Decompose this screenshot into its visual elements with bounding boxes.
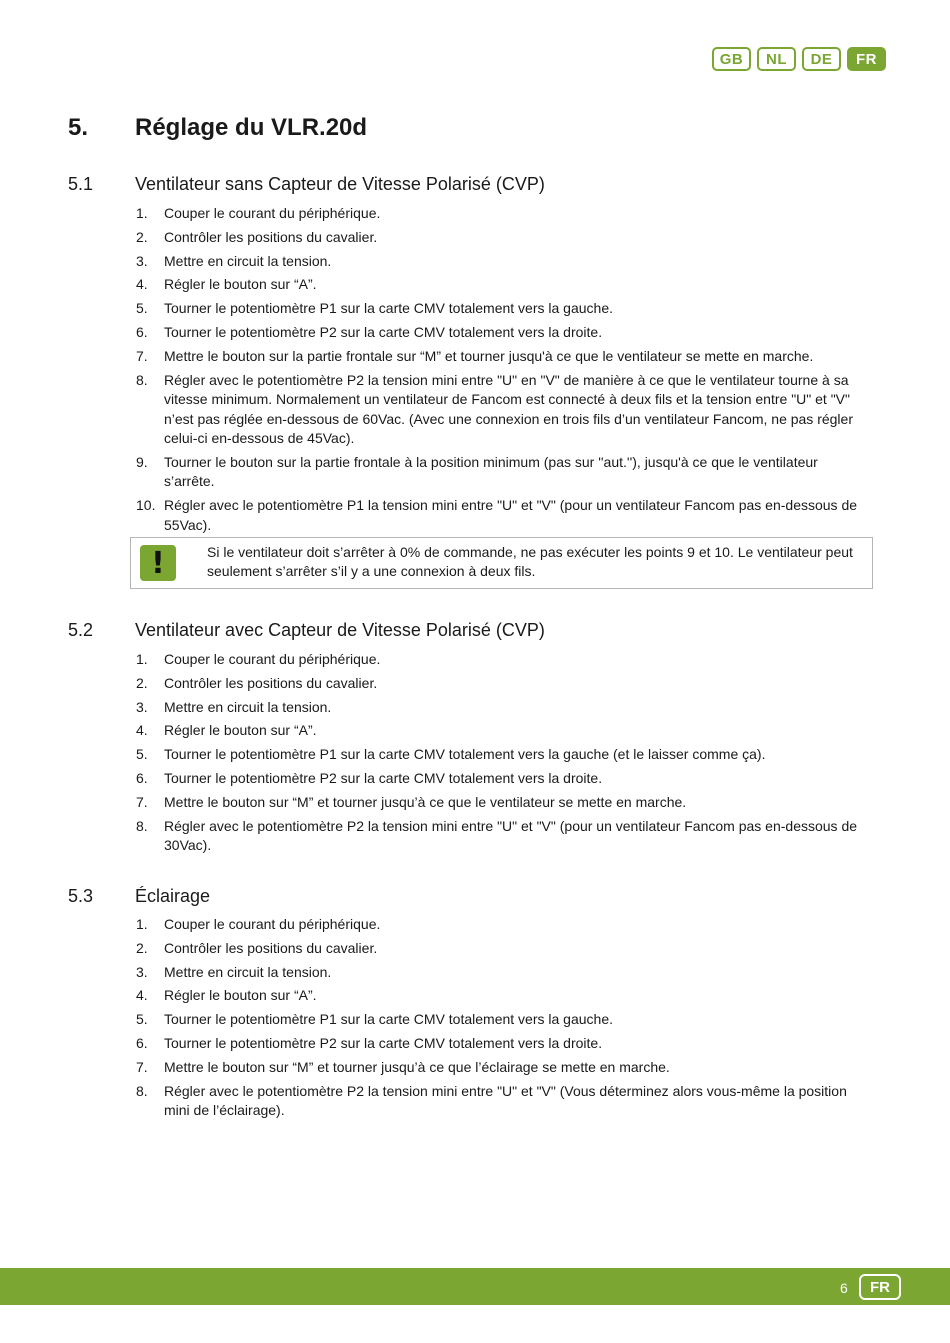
list-item: 2. Contrôler les positions du cavalier. xyxy=(136,228,378,245)
list-item: 2. Contrôler les positions du cavalier. xyxy=(136,674,378,691)
list-item: 3. Mettre en circuit la tension. xyxy=(136,698,332,715)
list-item: 1. Couper le courant du périphérique. xyxy=(136,651,381,667)
footer-lang-badge: FR xyxy=(859,1274,901,1300)
exclamation-icon: ! xyxy=(140,545,176,581)
lang-tab-nl[interactable]: NL xyxy=(757,47,796,71)
section-title: Ventilateur avec Capteur de Vitesse Polarisé (CVP) xyxy=(135,620,545,640)
step-list xyxy=(136,204,871,539)
language-selector xyxy=(712,47,886,71)
list-item: 4. Régler le bouton sur “A”. xyxy=(136,987,317,1004)
footer-bar xyxy=(0,1268,950,1305)
lang-tab-gb[interactable]: GB xyxy=(712,47,751,71)
list-item: 7. Mettre le bouton sur “M” et tourner jusqu’à ce que le ventilateur se mette en marche. xyxy=(136,793,687,810)
list-item: 4. Régler le bouton sur “A”. xyxy=(136,276,317,293)
section-number: 5.3 xyxy=(68,886,94,906)
list-item: 7. Mettre le bouton sur “M” et tourner jusqu’à ce que l’éclairage se mette en marche. xyxy=(136,1058,670,1075)
list-item: 2. Contrôler les positions du cavalier. xyxy=(136,939,378,956)
section-heading xyxy=(68,174,545,195)
chapter-title: Réglage du VLR.20d xyxy=(135,114,368,141)
warning-box xyxy=(130,537,873,589)
section-heading xyxy=(68,620,545,641)
list-item: 5. Tourner le potentiomètre P1 sur la carte CMV totalement vers la gauche. xyxy=(136,1011,613,1028)
list-item: 3. Mettre en circuit la tension. xyxy=(136,252,332,269)
chapter-number: 5. xyxy=(68,114,89,141)
section-title: Ventilateur sans Capteur de Vitesse Polarisé (CVP) xyxy=(135,174,545,194)
list-item: 4. Régler le bouton sur “A”. xyxy=(136,722,317,739)
list-item: 6. Tourner le potentiomètre P2 sur la carte CMV totalement vers la droite. xyxy=(136,769,603,786)
list-item: 1. Couper le courant du périphérique. xyxy=(136,205,381,221)
section-heading xyxy=(68,886,210,907)
step-list xyxy=(136,915,871,1125)
list-item: 10. Régler avec le potentiomètre P1 la tension mini entre "U" et "V" (pour un ventilateur Fancom pas en-dessous de 55Vac). xyxy=(136,497,858,533)
lang-tab-fr[interactable]: FR xyxy=(847,47,886,71)
list-item: 9. Tourner le bouton sur la partie frontale à la position minimum (pas sur ''aut.''), jusqu'à ce que le ventilateur s’arrête. xyxy=(136,453,818,490)
lang-tab-de[interactable]: DE xyxy=(802,47,841,71)
chapter-heading xyxy=(68,114,367,142)
section-number: 5.2 xyxy=(68,620,94,640)
section-number: 5.1 xyxy=(68,174,94,194)
list-item: 6. Tourner le potentiomètre P2 sur la carte CMV totalement vers la droite. xyxy=(136,323,603,340)
list-item: 1. Couper le courant du périphérique. xyxy=(136,916,381,932)
page-number: 6 xyxy=(840,1280,848,1296)
list-item: 6. Tourner le potentiomètre P2 sur la carte CMV totalement vers la droite. xyxy=(136,1034,603,1051)
list-item: 5. Tourner le potentiomètre P1 sur la carte CMV totalement vers la gauche. xyxy=(136,300,613,317)
list-item: 8. Régler avec le potentiomètre P2 la tension mini entre "U" et "V" (pour un ventilateur Fancom pas en-dessous de 30Vac). xyxy=(136,817,858,854)
list-item: 8. Régler avec le potentiomètre P2 la tension mini entre "U" en "V" de manière à ce que le ventilateur tourne à sa vitesse minimum. Normalement un ventilateur de Fancom est connecté à deux fils et la tension entre "U" et "V" n’est pas réglée en-dessous de 60Vac. (Avec une connexion en trois fils d’un ventilateur Fancom, ne pas régler celui-ci en-dessous de 45Vac). xyxy=(136,371,853,447)
list-item: 8. Régler avec le potentiomètre P2 la tension mini entre "U" et "V" (Vous déterminez alors vous-même la position mini de l’éclairage). xyxy=(136,1082,847,1119)
warning-text: Si le ventilateur doit s’arrêter à 0% de commande, ne pas exécuter les points 9 et 10. Le ventilateur peut seulement s’arrêter s’il y a une connexion à deux fils. xyxy=(207,544,853,579)
list-item: 7. Mettre le bouton sur la partie frontale sur “M” et tourner jusqu'à ce que le ventilateur se mette en marche. xyxy=(136,347,814,364)
list-item: 5. Tourner le potentiomètre P1 sur la carte CMV totalement vers la gauche (et le laisser comme ça). xyxy=(136,746,766,763)
section-title: Éclairage xyxy=(135,886,211,906)
list-item: 3. Mettre en circuit la tension. xyxy=(136,963,332,980)
step-list xyxy=(136,650,871,860)
